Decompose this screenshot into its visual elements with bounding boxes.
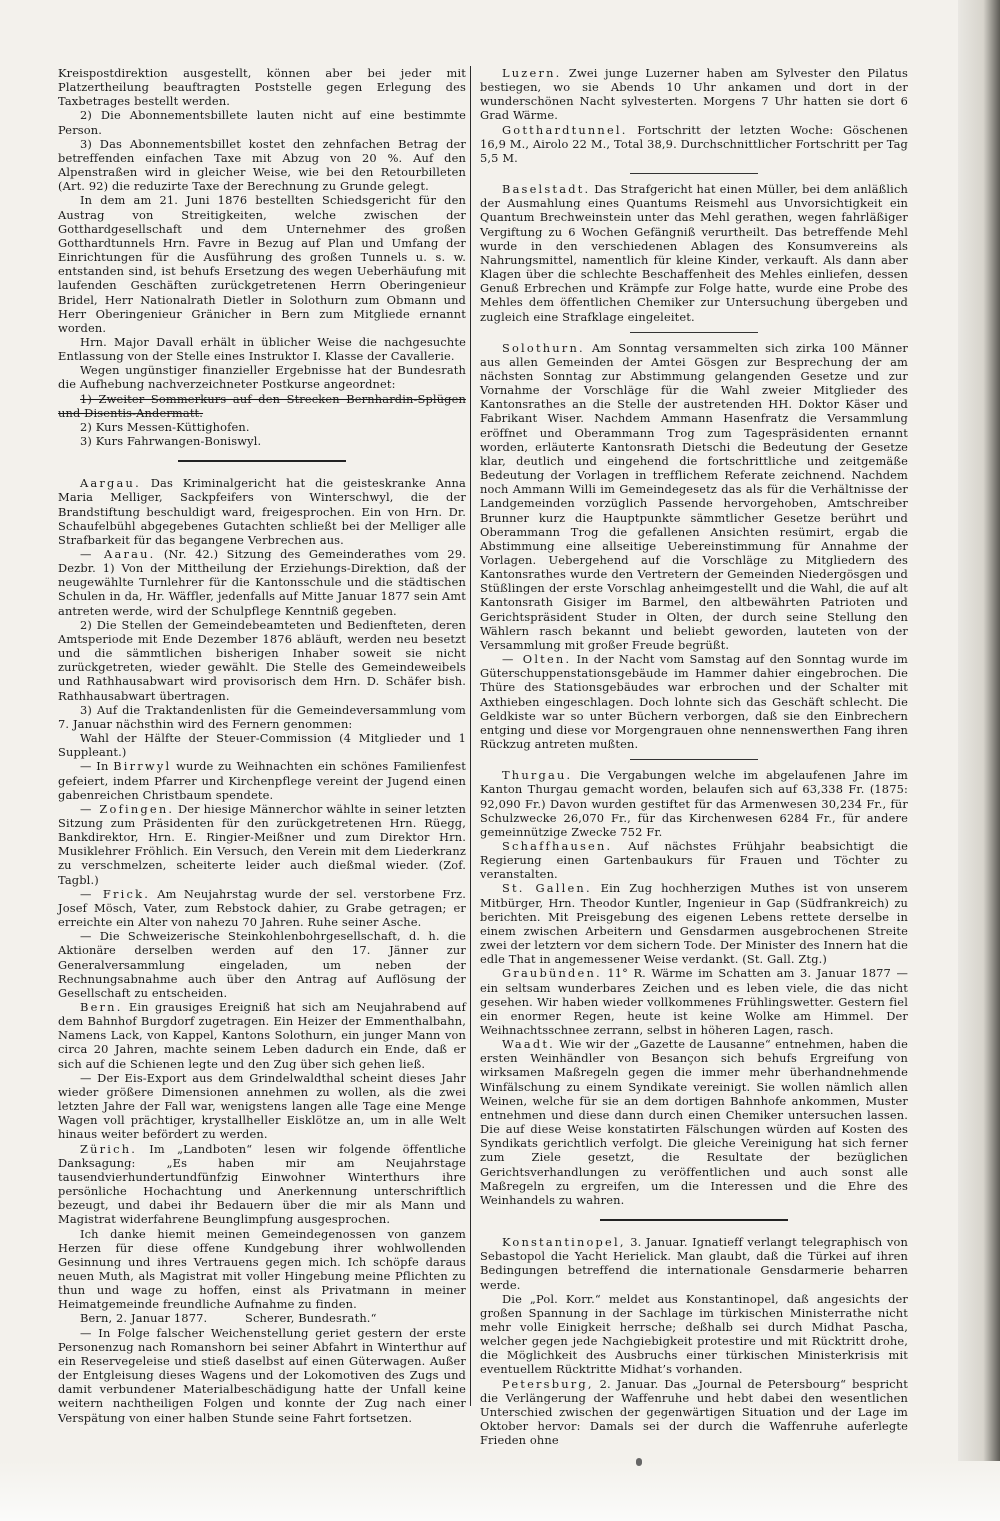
right-column [480, 66, 908, 1447]
news-text: Das Strafgericht hat einen Müller, bei dem anläßlich der Ausmahlung eines Quantums Reismehl aus Unvorsichtigkeit ein Quantum Brechweinstein unter das Mehl gerathen, wegen fahrläßiger Vergiftung zu 6 Wochen Gefängniß verurtheilt. Das betreffende Mehl wurde in den verschiedenen Ablagen des Konsumvereins als Nahrungsmittel, namentlich für kleine Kinder, verkauft. Als dann aber Klagen über die schlechte Beschaffenheit des Mehles einliefen, dessen Genuß Erbrechen und Krämpfe zur Folge hatte, wurde eine Probe des Mehles dem öffentlichen Chemiker zur Untersuchung übergeben und zugleich eine Strafklage eingeleitet. [480, 182, 908, 324]
paragraph: — In Folge falscher Weichenstellung geriet gestern der erste Personenzug nach Romanshorn bei seiner Abfahrt in Winterthur auf ein Reservegeleise und stieß daselbst auf einen Güterwagen. Außer der Entgleisung dieses Wagens und der Lokomotiven des Zugs und damit verbundener Materialbeschädigung hatte der Unfall keine weitern nachtheiligen Folgen und konnte der Zug nach einer Verspätung von einer halben Stunde seine Fahrt fortsetzen. [58, 1325, 466, 1425]
signature: Scherer, Bundesrath.“ [245, 1311, 377, 1326]
news-item [480, 182, 908, 324]
news-item [58, 1142, 466, 1227]
news-text: Der hiesige Männerchor wählte in seiner letzten Sitzung zum Präsidenten für den zurückgetretenen Hrn. Rüegg, Bankdirektor, Hrn. E. Ringier-Meißner und zum Direktor Hrn. Musiklehrer Fröhlich. Ein Versuch, den Verein mit dem Liederkranz zu verschmelzen, scheiterte leider auch dießmal wieder. (Zof. Tagbl.) [58, 801, 466, 887]
list-item: 2) Kurs Messen-Küttighofen. [80, 419, 250, 434]
place-name: Konstantinopel, [502, 1235, 626, 1250]
item-separator [630, 332, 758, 333]
dateline: Bern, 2. Januar 1877. [80, 1311, 208, 1326]
paragraph: In dem am 21. Juni 1876 bestellten Schiedsgericht für den Austrag von Streitigkeiten, welche zwischen der Gotthardgesellschaft und dem Unternehmer des großen Gotthardtunnels Hrn. Favre in Bezug auf Plan und Umfang der Einrichtungen für die Ausführung des großen Tunnels u. s. w. entstanden sind, ist behufs Ersetzung des wegen Ueberhäufung mit laufenden Geschäften zurückgetretenen Herrn Oberingenieur Bridel, Herr Nationalrath Dietler in Solothurn zum Obmann und Herr Oberingenieur Gränicher in Bern zum Mitgliede ernannt worden. [58, 193, 466, 335]
list-item [58, 392, 466, 420]
news-item [480, 123, 908, 165]
place-name: Schaffhausen. [502, 838, 613, 853]
place-name: Aargau. [80, 476, 141, 491]
place-name: Zürich. [80, 1141, 138, 1156]
place-name: Thurgau. [502, 768, 573, 783]
list-item-text: 1) Zweiter Sommerkurs auf den Strecken Bernhardin-Splügen und Disentis-Andermatt. [58, 391, 466, 420]
news-item [480, 768, 908, 839]
news-text: Die Vergabungen welche im abgelaufenen Jahre im Kanton Thurgau gemacht worden, belaufen sich auf 63,338 Fr. (1875: 92,090 Fr.) Davon wurden gestiftet für das Armenwesen 30,234 Fr., für Schulzwecke 26,070 Fr., für das Kirchenwesen 6284 Fr., für andere gemeinnützige Zwecke 752 Fr. [480, 768, 908, 839]
paragraph: Die „Pol. Korr.“ meldet aus Konstantinopel, daß angesichts der großen Spannung in der Sachlage im türkischen Ministerrathe nicht mehr volle Einigkeit herrsche; deßhalb sei durch Midhat Pascha, welcher gegen jede Nachgiebigkeit protestire und mit Rücktritt drohe, die Möglichkeit des Ausbruchs einer türkischen Ministerkrisis mit eventuellem Rücktritte Midhat’s vorhanden. [480, 1291, 908, 1377]
news-text: Wie wir der „Gazette de Lausanne“ entnehmen, haben die ersten Weinhändler von Besançon sich behufs Ergreifung von wirksamen Maßregeln gegen die immer mehr überhandnehmende Winfälschung zu einem Syndikate vereinigt. Sie wollen nämlich allen Weinen, welche für sie an dem dortigen Bahnhofe ankommen, Muster entnehmen und diese dann durch einen Chemiker untersuchen lassen. Die auf diese Weise konstatirten Fälschungen würden auf Kosten des Syndikats gerichtlich verfolgt. Die gleiche Vereinigung hat sich ferner zum Ziele gesetzt, die Resultate der bezüglichen Gerichtsverhandlungen zu veröffentlichen und auch sonst alle Maßregeln zu ergreifen, um die Interessen und die Ehre des Weinhandels zu wahren. [480, 1037, 908, 1207]
news-text: Am Neujahrstag wurde der sel. verstorbene Frz. Josef Mösch, Vater, zum Rebstock dahier, zu Grabe getragen; er erreichte ein Alter von nahezu 70 Jahren. Ruhe seiner Asche. [58, 886, 466, 930]
news-text: 3. Januar. Ignatieff verlangt telegraphisch von Sebastopol die Yacht Herielick. Man glaubt, daß die Türkei auf ihren Bedingungen betreffend die internationale Gensdarmerie beharren werde. [480, 1235, 908, 1292]
paragraph: 2) Die Stellen der Gemeindebeamteten und Bedienfteten, deren Amtsperiode mit Ende Dezember 1876 abläuft, werden neu besetzt und die sämmtlichen bisherigen Inhaber soweit sie nicht zurückgetreten, wieder gewählt. Die Stelle des Gemeindeweibels und Rathhausabwart wird provisorisch dem Hrn. D. Schäfer bish. Rathhausabwart übertragen. [58, 617, 466, 703]
news-item [480, 341, 908, 652]
news-item [480, 966, 908, 1037]
paragraph: Ich danke hiemit meinen Gemeindegenossen von ganzem Herzen für diese offene Kundgebung ihrer wohlwollenden Gesinnung und ihres Vertrauens gegen mich. Ich schöpfe daraus neuen Muth, als Magistrat mit voller Hingebung meine Pflichten zu thun und wage zu hoffen, einst als Privatmann in meiner Heimatgemeinde freundliche Aufnahme zu finden. [58, 1226, 466, 1312]
news-item [480, 1235, 908, 1292]
place-name: — Aarau. [80, 547, 156, 561]
place-name: St. Gallen. [502, 881, 592, 896]
paragraph: 3) Auf die Traktandenlisten für die Gemeindeversammlung vom 7. Januar nächsthin wird des Fernern genommen: [58, 702, 466, 731]
news-text: wurde zu Weihnachten ein schönes Familienfest gefeiert, indem Pfarrer und Kirchenpflege vereint der Jugend einen gabenreichen Christbaum spendete. [58, 759, 466, 802]
news-item [480, 66, 908, 123]
news-text: Im „Landboten“ lesen wir folgende öffentliche Danksagung: „Es haben mir am Neujahrstage tausendvierhundertundfünfzig Einwohner Winterthurs ihre persönliche Hochachtung und Anerkennung unterschriftlich bezeugt, und dabei ihr Bedauern über die mir als Mann und Magistrat widerfahrene Beunglimpfung ausgesprochen. [58, 1141, 466, 1227]
news-text: In der Nacht vom Samstag auf den Sonntag wurde im Güterschuppenstationsgebäude im Hammer dahier eingebrochen. Die Thüre des Stationsgebäudes war erbrochen und der Schalter mit Axthieben eingeschlagen. Doch lohnte sich das Geschäft schlecht. Die Geldkiste war so unter Büchern verborgen, daß sie den Einbrechern entging und diese vor Morgengrauen ohne nennenswerthen Fang ihren Rückzug antreten mußten. [480, 652, 908, 752]
item-separator [630, 173, 758, 174]
page-bottom-margin [0, 1461, 1000, 1521]
place-name: Graubünden. [502, 966, 602, 981]
news-item [480, 1377, 908, 1448]
news-text: Ein Zug hochherzigen Muthes ist von unserem Mitbürger, Hrn. Theodor Kuntler, Ingenieur in Gap (Südfrankreich) zu berichten. Mit Preisgebung des eigenen Lebens rettete derselbe in einem zwischen Arbeitern und Gensdarmen ausgebrochenen Streite zwei der letztern vor dem sichern Tode. Der Minister des Innern hat die edle That in angemessener Weise verdankt. [480, 881, 908, 967]
paragraph: Wegen ungünstiger finanzieller Ergebnisse hat der Bundesrath die Aufhebung nachverzeichneter Postkurse angeordnet: [58, 363, 466, 392]
left-column [58, 66, 466, 1425]
page-edge-shadow [958, 0, 1000, 1521]
paragraph: — Die Schweizerische Steinkohlenbohrgesellschaft, d. h. die Aktionäre derselben werden auf den 17. Jänner zur Generalversammlung eingeladen, um neben der Rechnungsabnahme auch über den Antrag auf Auflösung der Gesellschaft zu entscheiden. [58, 929, 466, 1000]
news-text: Fortschritt der letzten Woche: Göschenen 16,9 M., Airolo 22 M., Total 38,9. Durchschnittlicher Fortschritt per Tag 5,5 M. [480, 122, 908, 165]
news-text: Zwei junge Luzerner haben am Sylvester den Pilatus bestiegen, wo sie Abends 10 Uhr ankamen und dort in der wunderschönen Nacht sylvesterten. Morgens 7 Uhr hatten sie dort 6 Grad Wärme. [480, 66, 908, 123]
news-text: Auf nächstes Frühjahr beabsichtigt die Regierung einen Gartenbaukurs für Frauen und Töchter zu veranstalten. [480, 838, 908, 882]
paragraph: 3) Das Abonnementsbillet kostet den zehnfachen Betrag der betreffenden einfachen Taxe mit Abzug von 20 %. Auf den Alpenstraßen wird in gleicher Weise, wie bei den Retourbilleten (Art. 92) die reduzirte Taxe der Berechnung zu Grunde gelegt. [58, 136, 466, 194]
dash-prefix: — In [80, 759, 109, 774]
paragraph: Hrn. Major Davall erhält in üblicher Weise die nachgesuchte Entlassung von der Stelle eines Instruktor I. Klasse der Cavallerie. [58, 334, 466, 364]
place-name: — Zofingen. [80, 801, 175, 816]
news-text: Das Kriminalgericht hat die geisteskranke Anna Maria Melliger, Sackpfeifers von Winterschwyl, die der Brandstiftung beschuldigt ward, freigesprochen. Ein von Hrn. Dr. Schaufelbühl abgegebenes Gutachten schließt bei der Melliger alle Strafbarkeit für das begangene Verbrechen aus. [58, 476, 466, 547]
news-item [58, 1000, 466, 1071]
section-separator [178, 460, 346, 462]
signature-line [58, 1311, 466, 1325]
place-name: — Frick. [80, 886, 151, 901]
paragraph: Kreispostdirektion ausgestellt, können aber bei jeder mit Platzertheilung beauftragten Poststelle gegen Erlegung des Taxbetrages bestellt werden. [58, 66, 466, 109]
news-text: (Nr. 42.) Sitzung des Gemeinderathes vom 29. Dezbr. 1) Von der Mittheilung der Erziehungs-Direktion, daß der neugewählte Turnlehrer für die Kantonsschule und die städtischen Schulen in da, Hr. Wäffler, jedenfalls auf Mitte Januar 1877 sein Amt antreten werde, wird der Schulpflege Kenntniß gegeben. [58, 547, 466, 618]
news-item [58, 547, 466, 618]
news-item [480, 839, 908, 881]
place-name: Luzern. [502, 66, 562, 80]
news-text: Am Sonntag versammelten sich zirka 100 Männer aus allen Gemeinden der Amtei Gösgen zur Besprechung der am nächsten Sonntag zur Abstimmung gelangenden Gesetze und zur Vornahme der Vorschläge für die Wahl zweier Mitglieder des Kantonsrathes an die Stelle der austretenden HH. Doktor Käser und Fabrikant Wiser. Nachdem Ammann Hasenfratz die Versammlung eröffnet und Oberammann Trog zum Tagespräsidenten ernannt worden, erläuterte Kantonsrath Dietschi die Bedeutung der Gesetze klar, deutlich und eingehend die fortschrittliche und zeitgemäße Bedeutung der Vorlagen in trefflichem Referate zeichnend. Nachdem noch Ammann Willi im Gemeindegesetz das als für die Verhältnisse der Landgemeinden vorzüglich Passende hervorgehoben, Amtschreiber Brunner kurz die Hauptpunkte sämmtlicher Gesetze berührt und Oberammann Trog die gefallenen Ansichten resümirt, ergab die Abstimmung eine allseitige Uebereinstimmung für Annahme der Vorlagen. Uebergehend auf die Vorschläge zu Mitgliedern des Kantonsrathes wurde den Vertretern der Gemeinden Niedergösgen und Stüßlingen der erste Vorschlag anheimgestellt und die Wahl, die auf alt Kantonsrath Gisiger im Barmel, den altbewährten Patrioten und Gerichtspräsident Studer in Olten, der durch seine Stellung den Wählern rasch bekannt und beliebt geworden, lauteten von der Versammlung mit großer Freude begrüßt. [480, 340, 908, 652]
column-divider [470, 66, 471, 1406]
news-item [480, 652, 908, 751]
paragraph: Wahl der Hälfte der Steuer-Commission (4 Mitglieder und 1 Suppleant.) [58, 731, 466, 760]
place-name: Solothurn. [502, 340, 585, 355]
place-name: — Olten. [502, 652, 572, 667]
place-name: Gotthardtunnel. [502, 122, 628, 137]
ink-spot [636, 1458, 642, 1466]
place-name: Petersburg, [502, 1376, 594, 1391]
paragraph: 2) Die Abonnementsbillete lauten nicht auf eine bestimmte Person. [58, 108, 466, 137]
news-item [58, 476, 466, 547]
paragraph: — Der Eis-Export aus dem Grindelwaldthal scheint dieses Jahr wieder größere Dimensionen annehmen zu wollen, als die zwei letzten Jahre der Fall war, wenigstens langen alle Tage eine Menge Wagen voll prächtiger, krystallheller Eisklötze an, um in alle Welt hinaus weiter befördert zu werden. [58, 1070, 466, 1142]
news-item [58, 887, 466, 929]
news-text: 2. Januar. Das „Journal de Petersbourg“ bespricht die Verlängerung der Waffenruhe und hebt dabei den wesentlichen Unterschied zwischen der gegenwärtigen Situation und der Lage im Oktober hervor: Damals sei der durch die Waffenruhe auferlegte Frieden ohne [480, 1376, 908, 1448]
list-item: 3) Kurs Fahrwangen-Boniswyl. [80, 434, 262, 449]
source-citation: (St. Gall. Ztg.) [742, 952, 828, 967]
news-item [58, 802, 466, 887]
place-name: Baselstadt. [502, 182, 591, 197]
news-item [480, 881, 908, 966]
news-text: 11° R. Wärme im Schatten am 3. Januar 1877 — ein seltsam wunderbares Zeichen und es leben viele, die das nicht gesehen. Wir haben wieder vollkommenes Frühlingswetter. Gestern fiel ein enormer Regen, heute ist keine Wolke am Himmel. Der Weihnachtsschnee zerrann, selbst in höheren Lagen, rasch. [480, 966, 908, 1037]
place-name: Waadt. [502, 1037, 555, 1052]
section-separator [600, 1219, 788, 1221]
place-name: Bern. [80, 1000, 123, 1014]
news-item [480, 1037, 908, 1207]
news-text: Ein grausiges Ereigniß hat sich am Neujahrabend auf dem Bahnhof Burgdorf zugetragen. Ein Heizer der Emmenthalbahn, Namens Lack, von Kappel, Kantons Solothurn, ein junger Mann von circa 20 Jahren, machte seinem Leben dadurch ein Ende, daß er sich auf die Schienen legte und den Zug über sich gehen ließ. [58, 1000, 466, 1071]
place-name: Birrwyl [113, 759, 172, 774]
news-item [58, 759, 466, 801]
item-separator [630, 759, 758, 760]
